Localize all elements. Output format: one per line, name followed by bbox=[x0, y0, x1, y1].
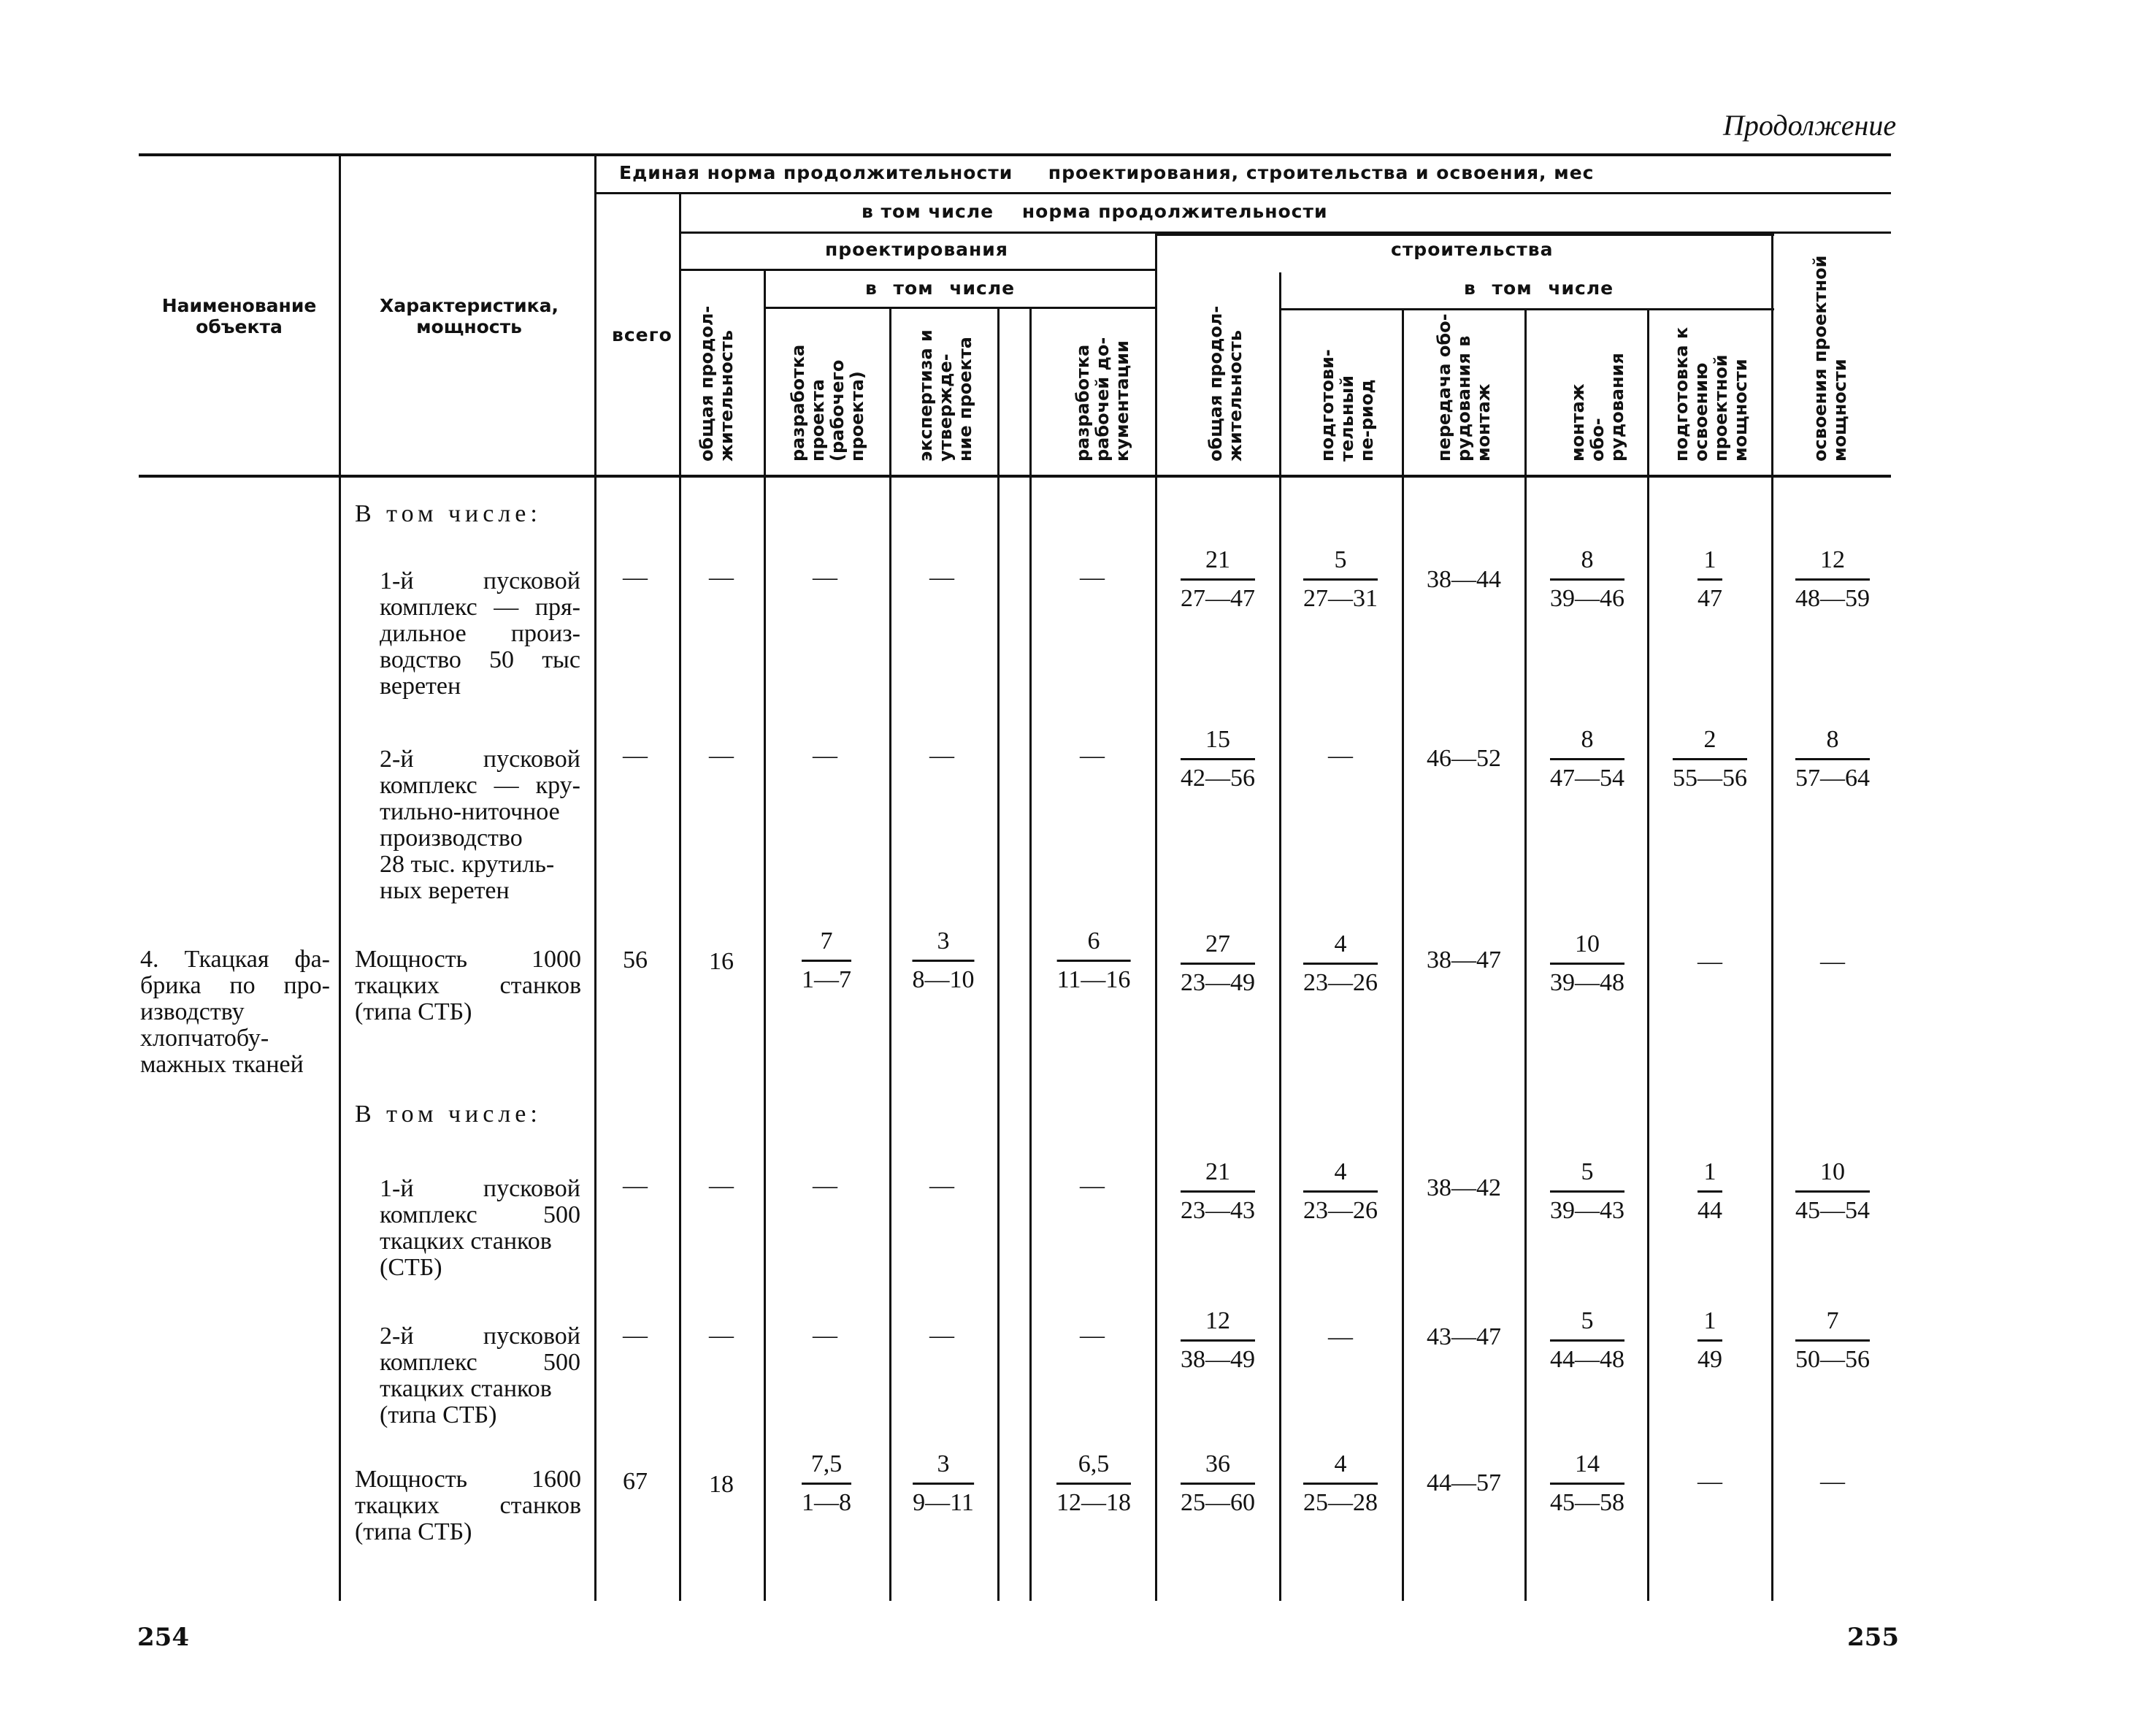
r6-c11: — bbox=[1820, 1468, 1845, 1495]
r6-c10: — bbox=[1697, 1468, 1722, 1495]
row2-characteristic: 2-й пусковой комплекс — кру- тильно-ниточное производство 28 тыс. крутиль- ных веретен bbox=[380, 746, 580, 904]
r5-c9: $\frac{5}{44—48}$ bbox=[1550, 1307, 1624, 1373]
r5-c1: — bbox=[623, 1322, 648, 1349]
r6-c1: 67 bbox=[623, 1468, 648, 1495]
vrule-design-total bbox=[764, 270, 766, 1601]
header-construction: строительства bbox=[1391, 239, 1554, 260]
r5-c11: $\frac{7}{50—56}$ bbox=[1795, 1307, 1870, 1373]
r4-c11: $\frac{10}{45—54}$ bbox=[1795, 1158, 1870, 1224]
vrule-prep-mastering bbox=[1771, 234, 1773, 1601]
row5-characteristic: 2-й пусковой комплекс 500 ткацких станков (типа СТБ) bbox=[380, 1323, 580, 1428]
r4-c1: — bbox=[623, 1172, 648, 1199]
header-incl-norm: в том числе норма продолжительности bbox=[862, 201, 1328, 222]
r3-c5: $\frac{6}{11—16}$ bbox=[1056, 927, 1131, 993]
vrule-expertise bbox=[997, 308, 1000, 1601]
r1-c7: $\frac{5}{27—31}$ bbox=[1303, 546, 1378, 612]
r5-c3: — bbox=[813, 1322, 837, 1349]
vrule-name bbox=[339, 155, 341, 1601]
vrule-constr-total bbox=[1279, 272, 1281, 1601]
r2-c2: — bbox=[709, 742, 734, 769]
r3-c11: — bbox=[1820, 948, 1845, 975]
r4-c5: — bbox=[1080, 1172, 1105, 1199]
r4-c8: 38—42 bbox=[1427, 1174, 1501, 1201]
vrule-char bbox=[594, 155, 596, 1601]
r6-c8: 44—57 bbox=[1427, 1469, 1501, 1496]
r1-c2: — bbox=[709, 564, 734, 591]
header-incl-construction: в том числе bbox=[1464, 278, 1614, 299]
rule-below-top-span bbox=[595, 192, 1891, 194]
row6-characteristic: Мощность 1600 ткацких станков (типа СТБ) bbox=[355, 1466, 581, 1545]
header-name-col: Наименование объекта bbox=[161, 295, 317, 337]
object4-name: 4. Ткацкая фа- брика по про- изводству хлопчатобу- мажных тканей bbox=[140, 946, 330, 1078]
vrule-dev-project bbox=[889, 308, 891, 1601]
r6-c7: $\frac{4}{25—28}$ bbox=[1303, 1450, 1378, 1516]
r2-c9: $\frac{8}{47—54}$ bbox=[1550, 726, 1624, 792]
r2-c11: $\frac{8}{57—64}$ bbox=[1795, 726, 1870, 792]
r5-c7: — bbox=[1328, 1323, 1353, 1350]
vrule-working-docs bbox=[1155, 234, 1157, 1601]
header-incl-design: в том числе bbox=[865, 278, 1016, 299]
page-number-left: 254 bbox=[137, 1623, 189, 1652]
r6-c6: $\frac{36}{25—60}$ bbox=[1181, 1450, 1255, 1516]
r1-c8: 38—44 bbox=[1427, 566, 1501, 593]
row3-characteristic: Мощность 1000 ткацких станков (типа СТБ) bbox=[355, 946, 581, 1025]
r2-c4: — bbox=[929, 742, 954, 769]
r5-c10: $\frac{1}{49}$ bbox=[1697, 1307, 1722, 1373]
r3-c3: $\frac{7}{1—7}$ bbox=[802, 927, 851, 993]
vrule-total bbox=[679, 194, 681, 1601]
r3-c10: — bbox=[1697, 948, 1722, 975]
r1-c5: — bbox=[1080, 564, 1105, 591]
r4-c9: $\frac{5}{39—43}$ bbox=[1550, 1158, 1624, 1224]
r4-c10: $\frac{1}{44}$ bbox=[1697, 1158, 1722, 1224]
r6-c3: $\frac{7,5}{1—8}$ bbox=[802, 1450, 851, 1516]
r3-c2: 16 bbox=[709, 948, 734, 975]
r2-c5: — bbox=[1080, 742, 1105, 769]
rule-below-design bbox=[680, 269, 1155, 271]
r1-c11: $\frac{12}{48—59}$ bbox=[1795, 546, 1870, 612]
header-bottom-rule bbox=[139, 475, 1891, 478]
header-total: всего bbox=[612, 324, 672, 345]
r3-c8: 38—47 bbox=[1427, 946, 1501, 974]
r2-c7: — bbox=[1328, 742, 1353, 769]
r5-c2: — bbox=[709, 1322, 734, 1349]
table-top-rule bbox=[139, 153, 1891, 156]
r2-c1: — bbox=[623, 742, 648, 769]
r3-c7: $\frac{4}{23—26}$ bbox=[1303, 930, 1378, 996]
r4-c7: $\frac{4}{23—26}$ bbox=[1303, 1158, 1378, 1224]
vrule-spacer bbox=[1029, 308, 1032, 1601]
r3-c6: $\frac{27}{23—49}$ bbox=[1181, 930, 1255, 996]
vrule-mount bbox=[1647, 310, 1649, 1601]
r6-c5: $\frac{6,5}{12—18}$ bbox=[1056, 1450, 1131, 1516]
r2-c8: 46—52 bbox=[1427, 745, 1501, 772]
r2-c3: — bbox=[813, 742, 837, 769]
r6-c4: $\frac{3}{9—11}$ bbox=[913, 1450, 974, 1516]
r6-c9: $\frac{14}{45—58}$ bbox=[1550, 1450, 1624, 1516]
r1-c10: $\frac{1}{47}$ bbox=[1697, 546, 1722, 612]
rule-below-incl-a bbox=[765, 307, 1155, 309]
r4-c4: — bbox=[929, 1172, 954, 1199]
r3-c9: $\frac{10}{39—48}$ bbox=[1550, 930, 1624, 996]
rule-below-construction bbox=[1157, 234, 1774, 236]
r5-c4: — bbox=[929, 1322, 954, 1349]
r1-c3: — bbox=[813, 564, 837, 591]
r4-c2: — bbox=[709, 1172, 734, 1199]
header-top-span: Единая норма продолжительности проектирования, строительства и освоения, мес bbox=[619, 162, 1595, 183]
r5-c5: — bbox=[1080, 1322, 1105, 1349]
page-number-right: 255 bbox=[1847, 1623, 1899, 1652]
r1-c1: — bbox=[623, 564, 648, 591]
header-design: проектирования bbox=[825, 239, 1008, 260]
r1-c9: $\frac{8}{39—46}$ bbox=[1550, 546, 1624, 612]
r1-c4: — bbox=[929, 564, 954, 591]
r1-c6: $\frac{21}{27—47}$ bbox=[1181, 546, 1255, 612]
rule-below-incl-b bbox=[1281, 308, 1774, 310]
r2-c6: $\frac{15}{42—56}$ bbox=[1181, 726, 1255, 792]
r4-c6: $\frac{21}{23—43}$ bbox=[1181, 1158, 1255, 1224]
incl-label-2: В том числе: bbox=[355, 1101, 542, 1128]
row1-characteristic: 1-й пусковой комплекс — пря- дильное произ- водство 50 тыс веретен bbox=[380, 567, 580, 700]
continuation-label: Продолжение bbox=[1723, 109, 1897, 142]
r2-c10: $\frac{2}{55—56}$ bbox=[1673, 726, 1747, 792]
r3-c1: 56 bbox=[623, 946, 648, 974]
header-char-col: Характеристика, мощность bbox=[380, 295, 559, 337]
r3-c4: $\frac{3}{8—10}$ bbox=[912, 927, 975, 993]
incl-label-1: В том числе: bbox=[355, 500, 542, 527]
r6-c2: 18 bbox=[709, 1471, 734, 1498]
r5-c6: $\frac{12}{38—49}$ bbox=[1181, 1307, 1255, 1373]
r5-c8: 43—47 bbox=[1427, 1323, 1501, 1350]
r4-c3: — bbox=[813, 1172, 837, 1199]
row4-characteristic: 1-й пусковой комплекс 500 ткацких станков (СТБ) bbox=[380, 1175, 580, 1281]
